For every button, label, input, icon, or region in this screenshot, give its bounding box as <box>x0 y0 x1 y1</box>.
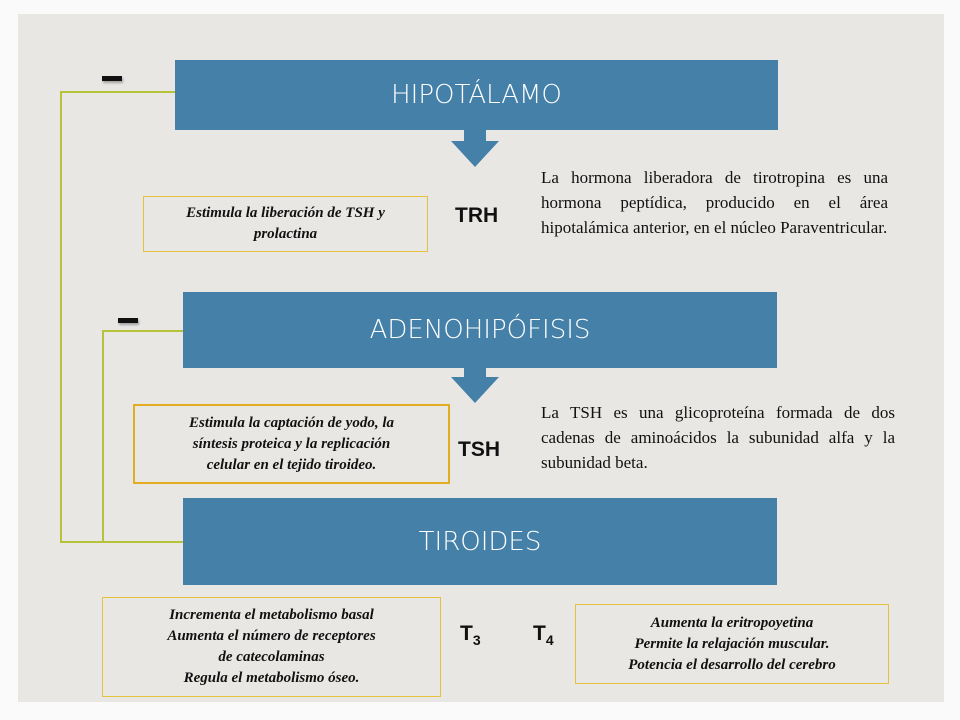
negative-feedback-sign <box>102 76 122 81</box>
effect-line: Regula el metabolismo óseo. <box>183 670 360 686</box>
t4-effects-box <box>575 604 889 684</box>
t3-letter: T <box>460 622 473 645</box>
t4-subscript: 4 <box>545 632 554 649</box>
adenohipofisis-box: ADENOHIPÓFISIS <box>183 292 777 368</box>
tsh-description: La TSH es una glicoproteína formada de dos cadenas de aminoácidos la subunidad alfa y la subunidad beta. <box>541 403 895 472</box>
t4-label <box>533 622 554 648</box>
effect-line: Estimula la captación de yodo, la <box>189 414 394 431</box>
negative-feedback-sign <box>118 318 138 323</box>
tsh-effects-box <box>133 404 450 484</box>
feedback-line <box>60 91 62 542</box>
effect-line: de catecolaminas <box>218 649 325 665</box>
effect-line: Potencia el desarrollo del cerebro <box>628 656 836 673</box>
feedback-line <box>102 330 104 542</box>
feedback-line <box>102 330 184 332</box>
trh-effects-box <box>143 196 428 252</box>
trh-description: La hormona liberadora de tirotropina es una hormona peptídica, producido en el área hipotalámica anterior, en el núcleo Paraventricular. <box>541 168 888 237</box>
arrow-down-icon <box>451 141 499 167</box>
feedback-line <box>60 91 176 93</box>
trh-label: TRH <box>455 204 499 227</box>
t3-label <box>460 622 481 648</box>
effect-line: prolactina <box>253 226 318 242</box>
effect-line: Aumenta la eritropoyetina <box>650 614 814 631</box>
effect-line: Aumenta el número de receptores <box>167 628 376 644</box>
arrow-down-icon <box>451 377 499 403</box>
tiroides-box: TIROIDES <box>183 498 777 585</box>
effect-line: Estimula la liberación de TSH y <box>186 205 385 221</box>
effect-line: síntesis proteica y la replicación <box>192 435 391 452</box>
effect-line: Incrementa el metabolismo basal <box>169 607 374 623</box>
tsh-label: TSH <box>458 438 500 461</box>
effect-line: celular en el tejido tiroideo. <box>206 456 377 473</box>
t3-effects-box <box>102 597 441 697</box>
t3-subscript: 3 <box>472 632 481 649</box>
t4-letter: T <box>533 622 546 645</box>
effect-line: Permite la relajación muscular. <box>634 635 830 652</box>
hipotalamo-box: HIPOTÁLAMO <box>175 60 778 130</box>
feedback-line <box>60 541 184 543</box>
